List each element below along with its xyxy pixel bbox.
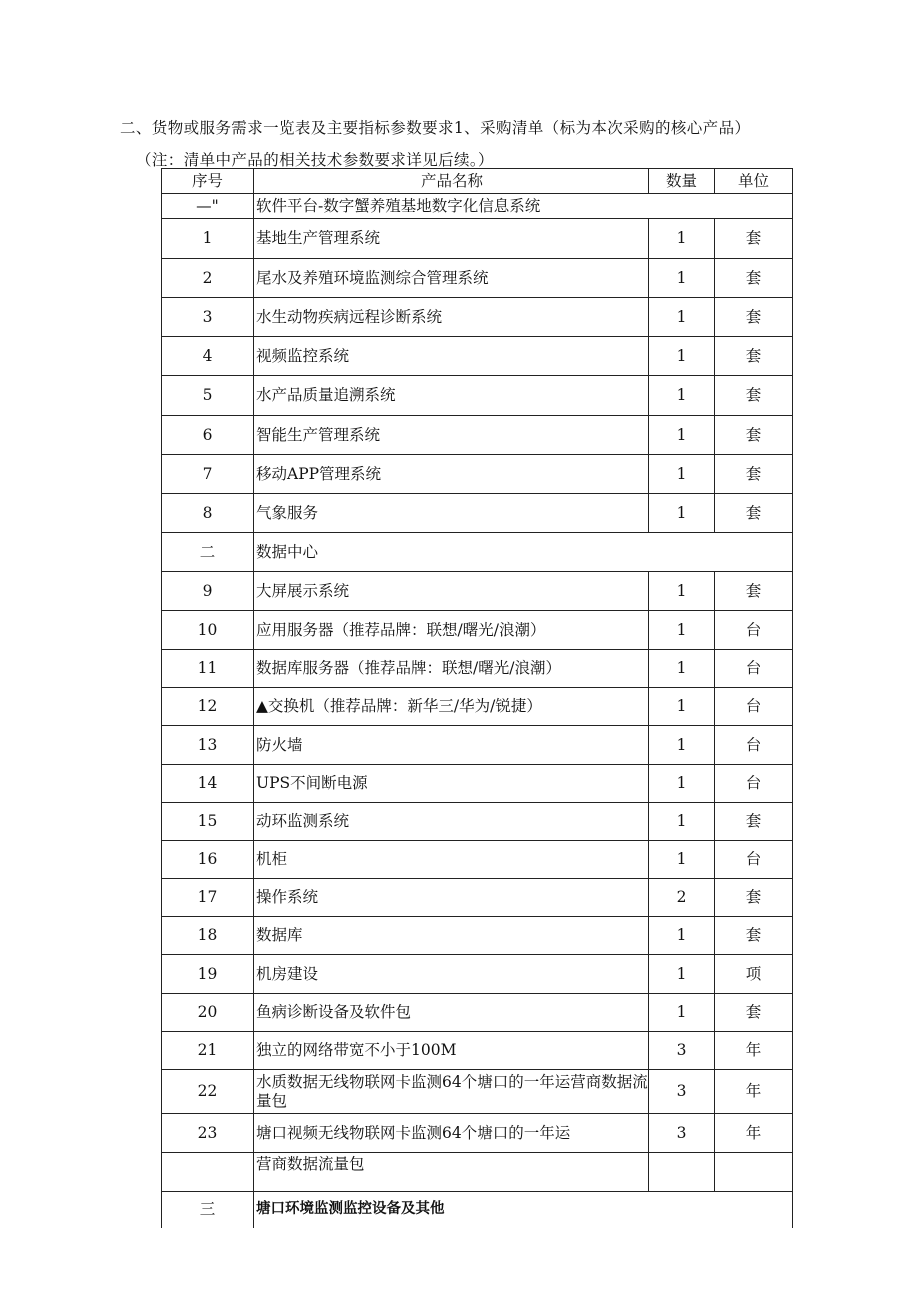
cell-unit: 台 [715, 841, 793, 879]
cell-no: 20 [162, 994, 254, 1032]
cell-name: 防火墙 [254, 726, 649, 765]
cell-qty: 1 [649, 494, 715, 533]
section-note: （注：清单中产品的相关技术参数要求详见后续。） [136, 151, 494, 169]
cell-qty: 3 [649, 1114, 715, 1153]
cell-name: UPS不间断电源 [254, 765, 649, 803]
cell-no: 6 [162, 416, 254, 455]
table-row [162, 1070, 793, 1114]
table-row [162, 879, 793, 917]
cell-unit: 台 [715, 688, 793, 726]
table-row [162, 688, 793, 726]
table-body-software [162, 219, 793, 533]
cell-unit: 套 [715, 494, 793, 533]
cell-no: 1 [162, 219, 254, 259]
section-no: 三 [162, 1192, 254, 1228]
header-qty: 数量 [649, 169, 715, 194]
cell-no: 5 [162, 376, 254, 416]
cell-qty: 1 [649, 376, 715, 416]
cell-no: 2 [162, 259, 254, 298]
section-row [162, 194, 793, 219]
cell-no: 16 [162, 841, 254, 879]
cell-name: 气象服务 [254, 494, 649, 533]
section-name: 塘口环境监测监控设备及其他 [254, 1192, 793, 1228]
table-row [162, 416, 793, 455]
cell-qty: 1 [649, 765, 715, 803]
cell-unit: 套 [715, 259, 793, 298]
cell-no: 21 [162, 1032, 254, 1070]
cell-unit: 套 [715, 337, 793, 376]
cell-name: 机柜 [254, 841, 649, 879]
header-no: 序号 [162, 169, 254, 194]
cell-unit [715, 1153, 793, 1192]
section-name: 软件平台-数字蟹养殖基地数字化信息系统 [254, 194, 793, 219]
section-name: 数据中心 [254, 533, 793, 572]
section-no: —" [162, 194, 254, 219]
table-row [162, 994, 793, 1032]
cell-qty: 1 [649, 416, 715, 455]
cell-no: 13 [162, 726, 254, 765]
cell-name: 水生动物疾病远程诊断系统 [254, 298, 649, 337]
cell-qty: 1 [649, 955, 715, 994]
cell-name: 水产品质量追溯系统 [254, 376, 649, 416]
cell-no: 14 [162, 765, 254, 803]
table-row [162, 494, 793, 533]
cell-qty: 1 [649, 219, 715, 259]
table-row [162, 803, 793, 841]
cell-name: 基地生产管理系统 [254, 219, 649, 259]
section-heading: 二、货物或服务需求一览表及主要指标参数要求1、采购清单（标为本次采购的核心产品） [120, 119, 751, 137]
cell-unit: 套 [715, 917, 793, 955]
table-row [162, 726, 793, 765]
cell-unit: 套 [715, 879, 793, 917]
section-no: 二 [162, 533, 254, 572]
header-unit: 单位 [715, 169, 793, 194]
cell-qty: 3 [649, 1032, 715, 1070]
table-row [162, 650, 793, 688]
cell-name: 操作系统 [254, 879, 649, 917]
cell-no: 15 [162, 803, 254, 841]
table-row-continuation [162, 1153, 793, 1192]
cell-name: 移动APP管理系统 [254, 455, 649, 494]
cell-no [162, 1153, 254, 1192]
table-row [162, 455, 793, 494]
cell-qty: 1 [649, 917, 715, 955]
cell-qty: 3 [649, 1070, 715, 1114]
cell-unit: 台 [715, 650, 793, 688]
table-row [162, 219, 793, 259]
cell-unit: 套 [715, 416, 793, 455]
cell-name: 智能生产管理系统 [254, 416, 649, 455]
cell-no: 3 [162, 298, 254, 337]
cell-qty: 1 [649, 994, 715, 1032]
cell-no: 4 [162, 337, 254, 376]
cell-qty: 1 [649, 803, 715, 841]
cell-qty: 1 [649, 841, 715, 879]
cell-no: 10 [162, 611, 254, 650]
cell-qty: 2 [649, 879, 715, 917]
cell-unit: 套 [715, 376, 793, 416]
table-row [162, 955, 793, 994]
cell-name: 大屏展示系统 [254, 572, 649, 611]
cell-name: 视频监控系统 [254, 337, 649, 376]
cell-name: 独立的网络带宽不小于100M [254, 1032, 649, 1070]
cell-qty: 1 [649, 650, 715, 688]
cell-name: ▲交换机（推荐品牌：新华三/华为/锐捷） [254, 688, 649, 726]
section-row [162, 533, 793, 572]
cell-name: 尾水及养殖环境监测综合管理系统 [254, 259, 649, 298]
table-row [162, 611, 793, 650]
table-row [162, 298, 793, 337]
table-row [162, 917, 793, 955]
cell-qty [649, 1153, 715, 1192]
cell-qty: 1 [649, 298, 715, 337]
table-row [162, 765, 793, 803]
cell-name: 数据库 [254, 917, 649, 955]
cell-unit: 年 [715, 1070, 793, 1114]
cell-no: 19 [162, 955, 254, 994]
cell-unit: 套 [715, 219, 793, 259]
cell-unit: 台 [715, 726, 793, 765]
table-body-datacenter [162, 572, 793, 1153]
cell-no: 12 [162, 688, 254, 726]
procurement-table [161, 168, 793, 1228]
cell-unit: 台 [715, 611, 793, 650]
cell-qty: 1 [649, 259, 715, 298]
header-name: 产品名称 [254, 169, 649, 194]
cell-no: 23 [162, 1114, 254, 1153]
cell-name: 数据库服务器（推荐品牌：联想/曙光/浪潮） [254, 650, 649, 688]
cell-qty: 1 [649, 337, 715, 376]
cell-qty: 1 [649, 611, 715, 650]
cell-no: 9 [162, 572, 254, 611]
cell-name: 应用服务器（推荐品牌：联想/曙光/浪潮） [254, 611, 649, 650]
cell-unit: 套 [715, 803, 793, 841]
table-row [162, 1032, 793, 1070]
table-row [162, 259, 793, 298]
cell-qty: 1 [649, 688, 715, 726]
cell-unit: 套 [715, 298, 793, 337]
cell-qty: 1 [649, 572, 715, 611]
section-row [162, 1192, 793, 1228]
cell-no: 8 [162, 494, 254, 533]
cell-qty: 1 [649, 726, 715, 765]
cell-name: 水质数据无线物联网卡监测64个塘口的一年运营商数据流量包 [254, 1070, 649, 1114]
cell-name: 营商数据流量包 [254, 1153, 649, 1192]
cell-no: 7 [162, 455, 254, 494]
table-header-row [162, 169, 793, 194]
cell-unit: 年 [715, 1114, 793, 1153]
cell-unit: 台 [715, 765, 793, 803]
cell-name: 鱼病诊断设备及软件包 [254, 994, 649, 1032]
cell-unit: 年 [715, 1032, 793, 1070]
table-row [162, 337, 793, 376]
cell-name: 机房建设 [254, 955, 649, 994]
table-row [162, 841, 793, 879]
table-row [162, 1114, 793, 1153]
cell-no: 18 [162, 917, 254, 955]
cell-no: 22 [162, 1070, 254, 1114]
table-row [162, 376, 793, 416]
cell-qty: 1 [649, 455, 715, 494]
cell-unit: 套 [715, 455, 793, 494]
table-row [162, 572, 793, 611]
cell-name: 塘口视频无线物联网卡监测64个塘口的一年运 [254, 1114, 649, 1153]
cell-unit: 项 [715, 955, 793, 994]
cell-no: 11 [162, 650, 254, 688]
cell-unit: 套 [715, 572, 793, 611]
cell-name: 动环监测系统 [254, 803, 649, 841]
cell-no: 17 [162, 879, 254, 917]
cell-unit: 套 [715, 994, 793, 1032]
